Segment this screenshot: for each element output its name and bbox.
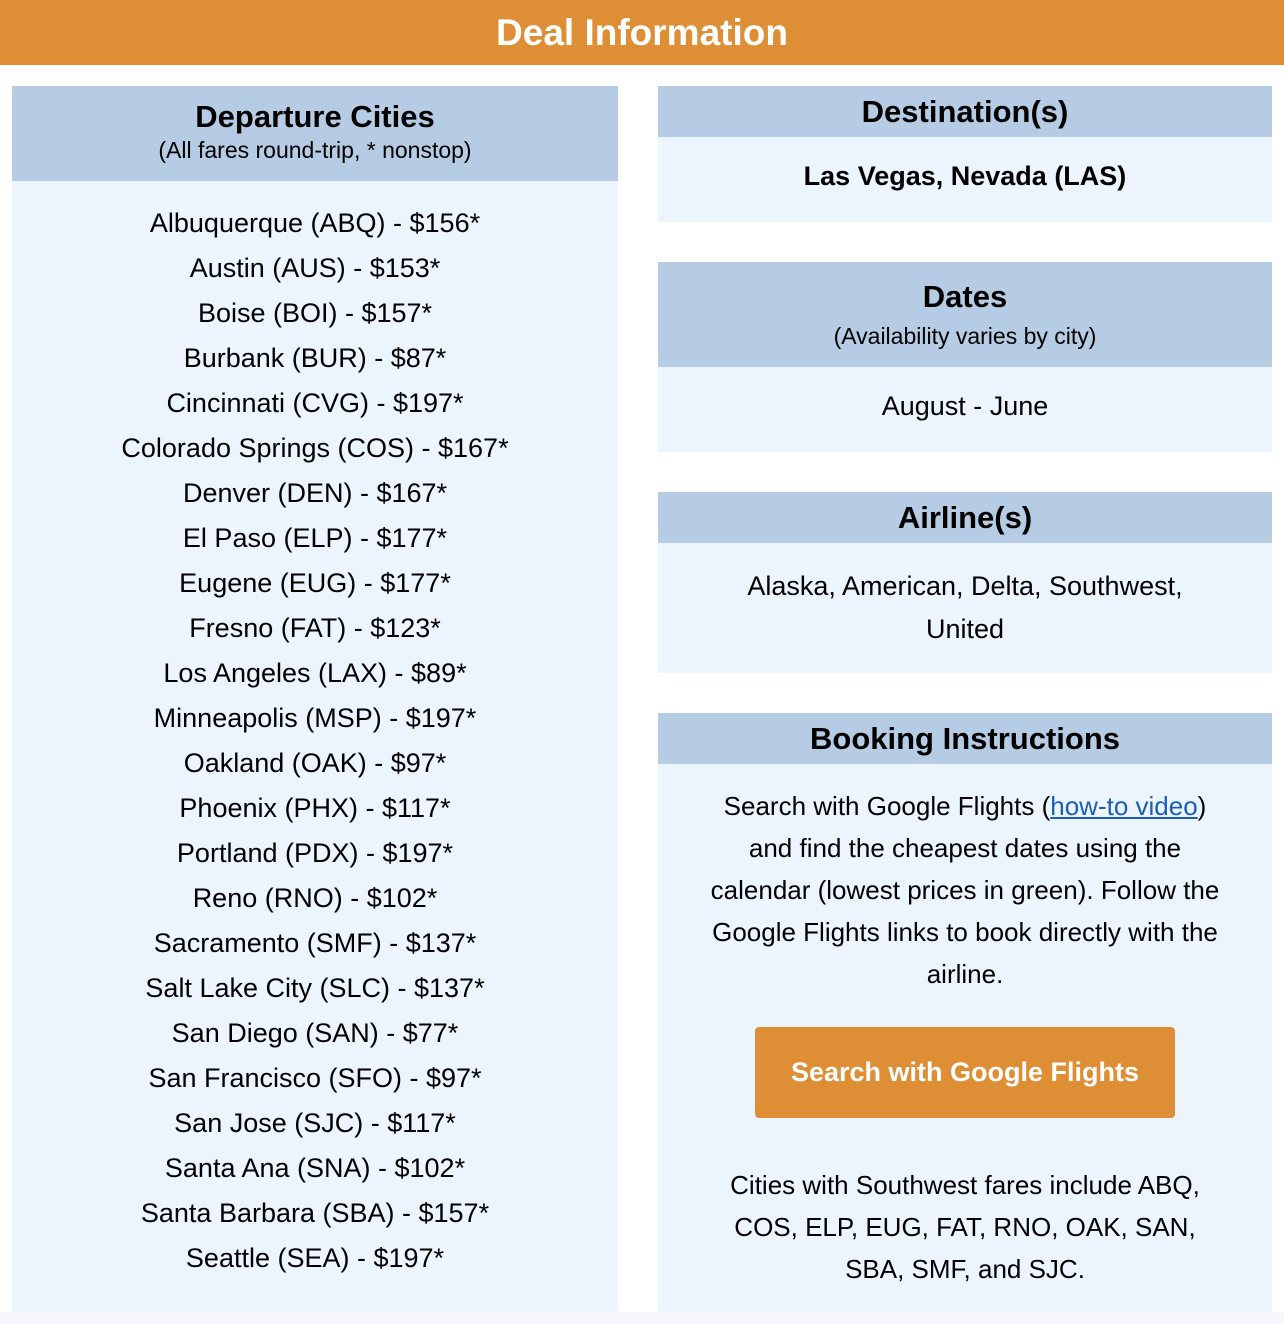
list-item: San Francisco (SFO) - $97* [148,1063,482,1093]
dates-value: August - June [881,391,1049,421]
departure-cities-header [12,86,618,181]
list-item: Sacramento (SMF) - $137* [153,928,477,958]
instructions-text-start: Search with Google Flights ( [723,791,1051,821]
list-item: San Diego (SAN) - $77* [171,1018,459,1048]
departure-cities-panel [12,86,618,1312]
list-item: Portland (PDX) - $197* [176,838,454,868]
list-item: Austin (AUS) - $153* [189,253,441,283]
booking-instructions-header [658,713,1272,764]
page-title: Deal Information [496,11,788,53]
departure-cities-title: Departure Cities [195,99,435,134]
departure-cities-subtitle: (All fares round-trip, * nonstop) [158,137,472,163]
southwest-cities-note: Cities with Southwest fares include ABQ, COS, ELP, EUG, FAT, RNO, OAK, SAN, SBA, SMF, and SJC. [730,1170,1200,1284]
list-item: Denver (DEN) - $167* [182,478,448,508]
list-item: Oakland (OAK) - $97* [183,748,447,778]
airlines-value: Alaska, American, Delta, Southwest, United [747,571,1183,644]
destination-header [658,86,1272,137]
list-item: Cincinnati (CVG) - $197* [166,388,464,418]
instructions-text-end: ) and find the cheapest dates using the calendar (lowest prices in green). Follow the Google Flights links to book directly with the airline. [710,791,1220,989]
list-item: Salt Lake City (SLC) - $137* [145,973,485,1003]
list-item: Santa Barbara (SBA) - $157* [140,1198,490,1228]
list-item: Albuquerque (ABQ) - $156* [149,208,481,238]
destination-title: Destination(s) [861,93,1069,129]
destination-value: Las Vegas, Nevada (LAS) [803,161,1127,191]
booking-instructions-text [658,764,1272,995]
list-item: Burbank (BUR) - $87* [183,343,447,373]
list-item: Santa Ana (SNA) - $102* [164,1153,466,1183]
list-item: El Paso (ELP) - $177* [182,523,448,553]
list-item: Minneapolis (MSP) - $197* [153,703,477,733]
dates-panel [658,262,1272,452]
airlines-header [658,492,1272,543]
airlines-title: Airline(s) [897,499,1033,535]
dates-subtitle: (Availability varies by city) [833,323,1097,349]
list-item: Los Angeles (LAX) - $89* [163,658,467,688]
dates-header [658,262,1272,367]
list-item: Seattle (SEA) - $197* [185,1243,445,1273]
booking-instructions-title: Booking Instructions [810,720,1120,756]
booking-instructions-panel [658,713,1272,1312]
list-item: Phoenix (PHX) - $117* [179,793,451,823]
how-to-video-link[interactable]: how-to video [1050,791,1198,821]
list-item: San Jose (SJC) - $117* [174,1108,456,1138]
list-item: Eugene (EUG) - $177* [179,568,451,598]
departure-city-list [12,201,618,1281]
list-item: Colorado Springs (COS) - $167* [121,433,509,463]
list-item: Fresno (FAT) - $123* [189,613,441,643]
dates-title: Dates [922,279,1008,314]
list-item: Boise (BOI) - $157* [197,298,433,328]
list-item: Reno (RNO) - $102* [192,883,438,913]
deal-information-header [0,0,1284,65]
airlines-panel [658,492,1272,673]
search-google-flights-button[interactable]: Search with Google Flights [755,1027,1175,1118]
page-bottom-strip [0,1312,1284,1324]
destination-panel [658,86,1272,222]
